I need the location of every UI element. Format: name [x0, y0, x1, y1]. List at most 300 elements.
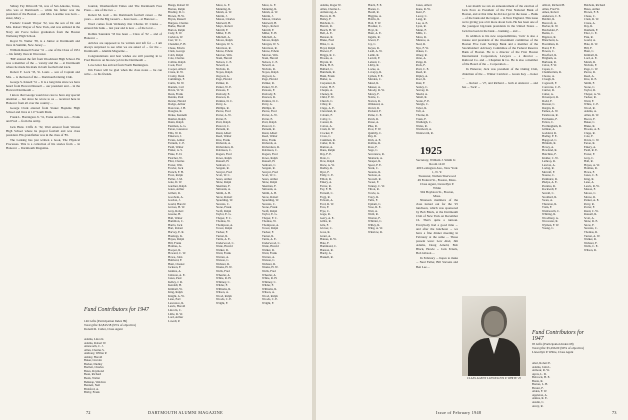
contributor-name: Whiting, R. — [542, 212, 557, 217]
contributor-name: Clark, George — [168, 49, 185, 54]
contributor-name: Wells, Fred — [216, 269, 230, 274]
news-paragraph: In Hanover, Jack was president of the Outing Club, chairman of the ... Winter Carnival ... Green Key ... honor ... — [462, 67, 538, 80]
contributor-name: Wilson, A. — [262, 290, 275, 295]
contributor-name: King, Ralph — [168, 290, 183, 295]
contributor-name: Mills, C. — [416, 31, 427, 36]
contributor-name: Pratt, C. E. — [416, 66, 430, 71]
contributor-name: Paige, R. — [416, 59, 427, 64]
contributor-name: Tilton, R. — [368, 187, 380, 192]
fund-contributors-title-1947-right: Fund Contributors for 1947 — [532, 330, 584, 343]
contributor-name: Tower, Ralph — [216, 226, 233, 231]
contributor-name: Wright, F. — [216, 300, 229, 305]
contributor-name: Clapp, R. — [584, 130, 596, 135]
contributor-name: Abel, Robert E. — [532, 362, 551, 365]
contributor-name: Johnson, A. E. — [168, 272, 186, 277]
contributor-name: Richardson, R. — [262, 144, 280, 149]
contributor-name: Cotton, A. — [320, 123, 333, 128]
right-col2-names — [368, 4, 414, 244]
contributor-name: Hale, F. — [320, 240, 330, 245]
contributor-name: Hovey, A. — [542, 144, 555, 149]
contributor-name: Watson, C. — [216, 258, 230, 263]
fund-gifts-line: 95 Gifts (Participation Index 68) — [532, 342, 574, 346]
contributor-name: Fernald, C. — [320, 190, 334, 195]
contributor-name: Little, R. W. — [168, 311, 183, 316]
contributor-name: Russell, H. — [262, 159, 276, 164]
contributor-name: Eastman, A. G. — [168, 123, 187, 128]
contributor-name: Daniels, Carl — [168, 84, 184, 89]
contributor-name: Perkins, D. C. — [216, 98, 233, 103]
contributor-name: Bates, Arthur — [584, 6, 600, 11]
contributor-name: Stark, C. — [368, 166, 379, 171]
contributor-name: Small, R. — [416, 95, 428, 100]
contributor-name: Watson, C. — [262, 258, 276, 263]
contributor-name: Donovan, J. H. — [168, 105, 187, 110]
contributor-name: French, F. H. — [168, 169, 184, 174]
contributor-name: Woods, C. E. — [262, 297, 278, 302]
contributor-name: Wardwell, A. — [416, 127, 432, 132]
contributor-name: Babbitt, R. — [542, 17, 556, 22]
class-officer-line: 49 Federal St., Boston, Mass. — [417, 178, 457, 182]
contributor-name: Robinson, C. — [216, 148, 232, 153]
contributor-name: Winslow, R. — [368, 230, 383, 234]
contributor-name: Taft, A. — [416, 109, 426, 114]
photo-caption: CLASS AGENT LLEWELLYN P. WHITE '25 — [466, 376, 522, 380]
contributor-name: Chandler, F. H. — [168, 42, 187, 47]
contributor-name: Sleeper, R. — [368, 159, 382, 164]
contributor-name: Allen, Charles S. — [84, 347, 105, 352]
contributor-name: Ainsworth, C. J. — [84, 344, 104, 349]
contributor-name: Armour, R. W. — [532, 368, 550, 373]
contributor-name: Hunt, C. — [584, 49, 595, 54]
class-officer-line: Treasurer, Nathan Sherwood — [418, 174, 456, 178]
contributor-name: Adams, John L. — [532, 364, 551, 369]
contributor-name: Shaw, Ralph — [262, 180, 278, 185]
contributor-name: Reed, R. — [416, 70, 427, 75]
contributor-name: Scott, W. C. — [262, 173, 277, 178]
contributor-name: Cogswell, F. — [542, 81, 558, 86]
contributor-name: Sargent, R. — [216, 166, 230, 171]
contributor-name: Choate, A. — [542, 73, 555, 78]
contributor-name: Hayes, A. W. — [584, 162, 600, 167]
contributor-name: Morgan, W. S. — [216, 42, 234, 47]
contributor-name: Fletcher, W. — [168, 155, 183, 160]
contributor-name: Goodwin, A. — [168, 194, 184, 199]
contributor-name: Crane, R. W. — [168, 70, 184, 75]
contributor-name: Nelson, C. E. — [216, 59, 233, 64]
contributor-name: Cleveland, R. — [320, 109, 337, 114]
contributor-name: Lowell, P. — [168, 318, 181, 323]
contributor-name: Stowell, R. — [368, 176, 382, 181]
contributor-name: Farrar, R. — [320, 183, 332, 188]
contributor-name: Sherman, F. — [216, 183, 231, 188]
contributor-name: Marden, C. — [368, 77, 382, 82]
contributor-name: Bowen, C. — [542, 49, 555, 54]
left-col4-names — [216, 4, 260, 408]
right-col4-text — [462, 4, 538, 294]
contributor-name: Cilley, R. — [320, 102, 332, 107]
contributor-name: Nichols, R. — [216, 66, 230, 71]
contributor-name: Brooks, A. E. — [584, 127, 601, 132]
news-paragraph: Nineteen members of the class turned out for the '25 luncheon, which was sponsored by Bob Black, at the Dartmouth Club of New York on December 16. That's quite a turnout. Everybody had a good time ... and after the luncheon ... we have a fine dinner meeting in February at the same ... Those present were: Lew Abel, Jim Adams, Doug Arnold, Bob Black, Howie ... Jack Eckels, Bob Gibson ... — [416, 198, 458, 256]
contributor-name: Lord, Arthur — [168, 315, 184, 320]
contributor-name: Sturgis, C. — [416, 102, 429, 107]
contributor-name: Wood, Ralph — [262, 293, 278, 298]
contributor-name: Grant, A. — [320, 233, 332, 238]
contributor-name: Ladd, A. W. — [368, 49, 383, 54]
contributor-name: Walker, R. — [584, 237, 597, 242]
contributor-name: Pease, A. — [368, 120, 380, 125]
contributor-name: Crosby, Dean — [168, 73, 185, 78]
contributor-name: Richards, A. — [216, 141, 231, 146]
contributor-name: Lathrop, R. — [542, 159, 556, 164]
news-paragraph: Robert F. Lock '33, St. Louis ... son of Captain and Mrs. ... is the head of the ... Dartmouth Outing Club. — [6, 70, 80, 79]
contributor-name: Greene, H. — [168, 212, 182, 217]
contributor-name: Austin, C. — [532, 400, 545, 405]
contributor-name: Bryan, Russell — [168, 17, 186, 22]
contributor-name: Whitney, C. — [216, 279, 231, 284]
contributor-name: Noble, C. — [368, 95, 380, 100]
contributor-name: Hayes, Ralph — [168, 237, 185, 242]
contributor-name: Mason, Charles — [216, 17, 235, 22]
contributor-name: Rice, Frank — [216, 137, 230, 142]
news-paragraph: Royal W. Weiler '38, is a Junior at Dartmouth and lives in Summit, New Jersey ... — [6, 38, 80, 47]
contributor-name: Tufts, F. — [368, 198, 378, 203]
contributor-name: Bush, Frank — [320, 73, 335, 78]
contributor-name: Hadley, F. E. — [542, 134, 558, 139]
contributor-name: Leavitt, F. — [368, 56, 381, 61]
contributor-name: Wait, A. — [368, 208, 378, 213]
contributor-name: Walker, R. — [216, 247, 229, 252]
contributor-name: Cook, Fred — [168, 63, 182, 68]
contributor-name: Chase, Edwin — [168, 45, 185, 50]
contributor-name: Durgin, R. — [542, 105, 555, 110]
contributor-name: Adams, Lincoln — [84, 338, 104, 341]
contributor-name: Wilson, A. — [216, 290, 229, 295]
contributor-name: Mayo, Robert — [216, 24, 233, 29]
contributor-name: Manning, R. — [216, 6, 232, 11]
left-col3-names — [168, 4, 212, 408]
contributor-name: Burke, Harold — [168, 24, 186, 29]
contributor-name: Cooper, Albert — [168, 66, 186, 71]
contributor-name: Cobb, Ralph — [168, 52, 184, 57]
contributor-name: Stone, Frank — [262, 205, 278, 210]
contributor-name: Briggs, R. C. — [320, 52, 336, 57]
contributor-name: Merrill, F. — [216, 27, 229, 32]
contributor-name: Barber, R. W. — [542, 24, 559, 29]
contributor-name: Emerson, J. — [168, 134, 183, 139]
contributor-name: Reed, A. — [584, 73, 595, 78]
contributor-name: Stone, C. — [584, 84, 596, 89]
contributor-name: Metcalf, F. — [542, 169, 556, 174]
contributor-name: Barnes, Ralph — [168, 6, 185, 11]
contributor-name: Towle, A. — [368, 190, 380, 195]
contributor-name: Dyer, F. — [320, 169, 330, 174]
left-col1-text — [6, 4, 80, 406]
news-paragraph: George Clark entered from Stoker Hopkins High School and lives at 117 South Main. — [6, 106, 80, 115]
contributor-name: Phelps, A. E. — [542, 180, 558, 185]
contributor-name: Snow, Robert — [262, 194, 279, 199]
right-col3-text — [416, 146, 458, 408]
news-paragraph: Rollins Saunders '33 has been ... Class of '32 ... and of Hanover ... — [84, 31, 162, 40]
contributor-name: Willey, R. — [368, 222, 381, 227]
contributor-name: Spaulding, W. — [262, 198, 279, 203]
contributor-name: Frost, Ralph — [168, 173, 183, 178]
contributor-name: Foster, F. — [584, 151, 596, 156]
contributor-name: Joy, C. — [368, 42, 377, 47]
contributor-name: Cummings, F. — [168, 77, 185, 82]
contributor-name: Hill, Frank — [168, 240, 182, 245]
contributor-name: Marsh, R. — [584, 59, 596, 64]
contributor-name: Webster, R. — [262, 261, 276, 266]
contributor-name: Palmer, R. — [262, 81, 275, 86]
contributor-name: Page, Harold — [216, 77, 232, 82]
contributor-name: Warren, A. — [216, 254, 230, 259]
contributor-name: Wood, Ralph — [216, 293, 232, 298]
contributor-name: Barrett, R. — [320, 24, 333, 29]
contributor-name: Sears, Arthur — [216, 176, 232, 181]
contributor-name: Bemis, C. — [542, 31, 554, 36]
contributor-name: Prescott, C. — [262, 123, 276, 128]
class-year-heading: 1925 — [420, 146, 442, 157]
contributor-name: Field, R. E. — [584, 148, 598, 153]
left-page — [0, 0, 312, 420]
contributor-name: White, R. H. — [216, 276, 232, 281]
contributor-name: Drew, A. W. — [320, 162, 335, 167]
contributor-name: Eames, A. W. — [542, 109, 559, 114]
contributor-name: Underwood, C. — [216, 240, 235, 245]
contributor-name: Clark, R. W. — [584, 17, 599, 22]
contributor-name: Bullard, C. — [320, 66, 334, 71]
right-col6-names — [584, 4, 626, 408]
contributor-name: Haskell, R. — [320, 254, 334, 259]
contributor-name: Rand, Albert — [262, 130, 278, 135]
contributor-name: Scott, W. C. — [216, 173, 231, 178]
contributor-name: Gould, A. — [584, 38, 596, 43]
contributor-name: Wing, A. W. — [368, 226, 383, 231]
contributor-name: Moss, R. — [416, 34, 427, 39]
contributor-name: Dunham, F. — [584, 27, 599, 32]
contributor-name: Dean, Frank — [168, 91, 183, 96]
news-paragraph: ... Robert ... '27, and Richard ... both at Andover ... and has ... 'Jack' ... — [462, 80, 538, 89]
contributor-name: Cole, Charles — [168, 56, 185, 61]
contributor-name: Stevens, C. — [216, 201, 230, 206]
contributor-name: Taylor, E. G. — [262, 212, 278, 217]
contributor-name: Wilson, R. — [584, 247, 597, 252]
contributor-name: Baker, Lincoln — [84, 358, 102, 363]
contributor-name: Blake, R. — [584, 123, 596, 128]
contributor-name: Nichols, F. — [584, 63, 598, 68]
contributor-name: Pearson, R. — [216, 95, 230, 100]
contributor-name: Hardy, A. — [320, 251, 332, 256]
contributor-name: Allen, R. W. — [584, 112, 599, 117]
contributor-name: Gile, F. — [320, 222, 329, 227]
contributor-name: Gray, Robert — [168, 208, 184, 213]
contributor-name: Adams, Robert W. — [84, 340, 107, 345]
class-officer-line: Room 1410 — [429, 162, 445, 166]
contributor-name: Rockwell, F. — [542, 187, 558, 192]
contributor-name: Burgess, Charles — [168, 20, 189, 25]
contributor-name: Sealey, C. — [416, 84, 429, 89]
contributor-name: Bartlett, Charles — [84, 365, 104, 370]
contributor-name: Pierce, Fred — [216, 109, 231, 114]
contributor-name: Thompson, A. — [216, 222, 234, 227]
contributor-name: Eaton, Laurence — [168, 127, 188, 132]
news-paragraph: Articles are supposed to be written and left for ... I am always surprised to see what we are asked of ... for the ... Dartmouth ... Alumni Magazine ... — [84, 40, 162, 53]
contributor-name: Lacey, C. — [416, 13, 428, 18]
contributor-name: Lyon, R. — [416, 24, 427, 29]
contributor-name: Simonds, A. — [262, 187, 277, 192]
contributor-name: Thomas, W. — [262, 219, 277, 224]
contributor-name: Cutter, A. — [542, 91, 554, 96]
contributor-name: Chamberlain, R. — [542, 70, 562, 75]
contributor-name: Currier, R. — [542, 88, 555, 93]
contributor-name: Carleton, W. — [168, 34, 184, 39]
fund-contributors-details-right — [532, 343, 592, 355]
contributor-name: Paine, C. E. — [368, 112, 383, 117]
contributor-name: Abbott, Richard H. — [542, 4, 565, 7]
contributor-name: Colby, C. — [320, 116, 332, 121]
contributor-name: Brown, H. W. — [168, 13, 185, 18]
contributor-name: Jones, Paul — [168, 276, 182, 281]
contributor-name: Frye, C. — [320, 208, 330, 213]
contributor-name: Hammond, C. — [320, 244, 337, 249]
contributor-name: Jones, C. E. — [584, 173, 599, 178]
contributor-name: Wood, R. — [584, 105, 596, 110]
contributor-name: Maxwell, H. — [262, 20, 278, 25]
contributor-name: Fisher, A. S. — [168, 148, 183, 153]
contributor-name: Tower, Ralph — [262, 226, 279, 231]
contributor-name: Blanchard, A. — [542, 38, 559, 43]
contributor-name: Cole, F. — [584, 134, 594, 139]
contributor-name: Fowler, Jack — [168, 166, 184, 171]
contributor-name: Damon, A. — [320, 144, 334, 149]
contributor-name: Capen, C. — [542, 66, 554, 71]
contributor-name: Rowe, Ralph — [262, 155, 278, 160]
contributor-name: Peabody, E. — [262, 91, 277, 96]
news-paragraph: Word comes from Wellesley that Charles W. Clarke ... entered his bank ... last year and is now ... of the local ... — [84, 22, 162, 31]
contributor-name: Kendall, H. — [168, 283, 182, 288]
news-paragraph: Robert M. Gail ... his Dartmouth football career ... the years ... and the Big Green's ... have been ... at Hanover ... — [84, 13, 162, 22]
contributor-name: Bacon, R. H. — [320, 13, 336, 18]
contributor-name: Wheeler, A. — [216, 272, 231, 277]
contributor-name: Smith, A. B. — [216, 190, 231, 195]
contributor-name: Packard, F. — [368, 109, 382, 114]
contributor-name: Webster, R. — [216, 261, 230, 266]
contributor-name: Keyes, R. — [368, 45, 380, 50]
contributor-name: Sanborn, C. — [262, 162, 277, 167]
contributor-name: Perry, A. — [262, 102, 273, 107]
contributor-name: Sherman, F. — [262, 183, 277, 188]
contributor-name: Cabot, F. W. — [542, 63, 557, 68]
contributor-name: Scott, A. — [584, 215, 595, 220]
contributor-name: Stone, Frank — [216, 205, 232, 210]
contributor-name: Rice, Frank — [262, 137, 276, 142]
fund-contributors-details — [84, 320, 166, 332]
contributor-name: Thomas, R. — [584, 230, 598, 234]
contributor-name: Davis, C. W. — [584, 137, 600, 142]
contributor-name: Hatch, F. E. — [368, 4, 383, 7]
class-officer-line: 304 Boylston St., Boston, Mass. — [420, 190, 454, 198]
contributor-name: Trask, F. — [416, 116, 427, 121]
contributor-name: Loring, R. — [542, 166, 555, 171]
contributor-name: Wade, Harold — [216, 244, 233, 249]
contributor-name: Porter, F. — [584, 205, 595, 210]
contributor-name: Kelley, J. R. — [168, 279, 183, 284]
contributor-name: Morgan, W. S. — [262, 42, 280, 47]
contributor-name: Gilman, A. — [542, 127, 556, 132]
contributor-name: Robinson, C. — [262, 148, 278, 153]
contributor-name: Holt, F. W. — [368, 20, 382, 25]
contributor-name: Messer, A. — [368, 84, 381, 89]
contributor-name: Child, F. W. — [320, 95, 335, 100]
contributor-name: Felton, C. — [542, 120, 554, 125]
contributor-name: Noyes, Ralph — [262, 70, 279, 75]
contributor-name: Sanborn, C. — [216, 162, 231, 167]
contributor-name: Allen, Fred W. — [542, 6, 560, 11]
contributor-name: Hall, R. — [584, 159, 594, 164]
contributor-name: Wyman, F. W. — [542, 222, 559, 227]
contributor-name: Lord, A. E. — [584, 56, 598, 61]
contributor-name: Gray, C. — [584, 155, 595, 160]
contributor-name: Shattuck, A. — [368, 155, 383, 160]
contributor-name: Howe, John — [168, 254, 183, 259]
contributor-name: Ingalls, R. — [368, 34, 381, 39]
contributor-name: Blake, Fred — [320, 38, 334, 43]
class-officer-line: Class Agent, Llewellyn P. White — [420, 182, 454, 190]
contributor-name: Hall, Walter — [168, 215, 183, 220]
contributor-name: Prentiss, R. — [542, 183, 556, 188]
contributor-name: Reed, Walter — [216, 134, 232, 139]
contributor-name: Lewis, R. W. — [584, 183, 600, 188]
footer-issue-date: Issue of February 1948 — [436, 410, 482, 415]
contributor-name: Dow, Ralph — [320, 159, 335, 164]
contributor-name: Wentworth, R. — [416, 130, 434, 135]
contributor-name: Mayo, Robert — [262, 24, 279, 29]
contributor-name: Smith, A. B. — [262, 190, 277, 195]
contributor-name: Lawrence, R. — [168, 300, 185, 305]
contributor-name: Bradford, R. — [542, 52, 558, 57]
contributor-name: Smith, F. — [584, 81, 595, 86]
contributor-name: Hart, Robert — [168, 226, 183, 231]
contributor-name: Morrison, R. — [216, 45, 232, 50]
contributor-name: Farnum, C. E. — [168, 141, 185, 146]
contributor-name: Ellis, W. R. — [168, 130, 182, 135]
contributor-name: Goddard, R. — [542, 130, 557, 135]
contributor-name: Beals, Walter — [84, 376, 101, 381]
contributor-name: Weeks, H. W. — [262, 265, 279, 270]
class-agent-photo — [462, 296, 526, 376]
contributor-name: Rust, F. — [416, 81, 426, 86]
right-col5-names — [542, 4, 582, 324]
contributor-name: Russell, R. — [584, 212, 598, 217]
contributor-name: Richardson, R. — [216, 144, 234, 149]
contributor-name: Curtis, M. W. — [168, 81, 185, 86]
contributor-name: Spaulding, W. — [216, 198, 233, 203]
contributor-name: Oakes, C. — [416, 49, 428, 54]
contributor-name: Lovejoy, R. — [368, 70, 383, 75]
contributor-name: Hill, F. — [584, 45, 593, 50]
contributor-name: Thorne, R. — [416, 112, 429, 117]
contributor-name: Heald, R. — [368, 10, 380, 15]
contributor-name: Osgood, A. — [216, 73, 230, 78]
news-paragraph: Journal, Weathersfield Times and The Dartmouth Free Press ... one of the two ... — [84, 4, 162, 13]
contributor-name: Chase, C. — [584, 13, 596, 18]
contributor-name: Young, C. — [542, 226, 555, 231]
contributor-name: Baldwin, C. — [320, 20, 335, 25]
contributor-name: Hutchins, F. — [542, 151, 557, 156]
contributor-name: Mace, G. F. — [216, 4, 231, 7]
contributor-name: Bryant, R. — [320, 59, 333, 64]
